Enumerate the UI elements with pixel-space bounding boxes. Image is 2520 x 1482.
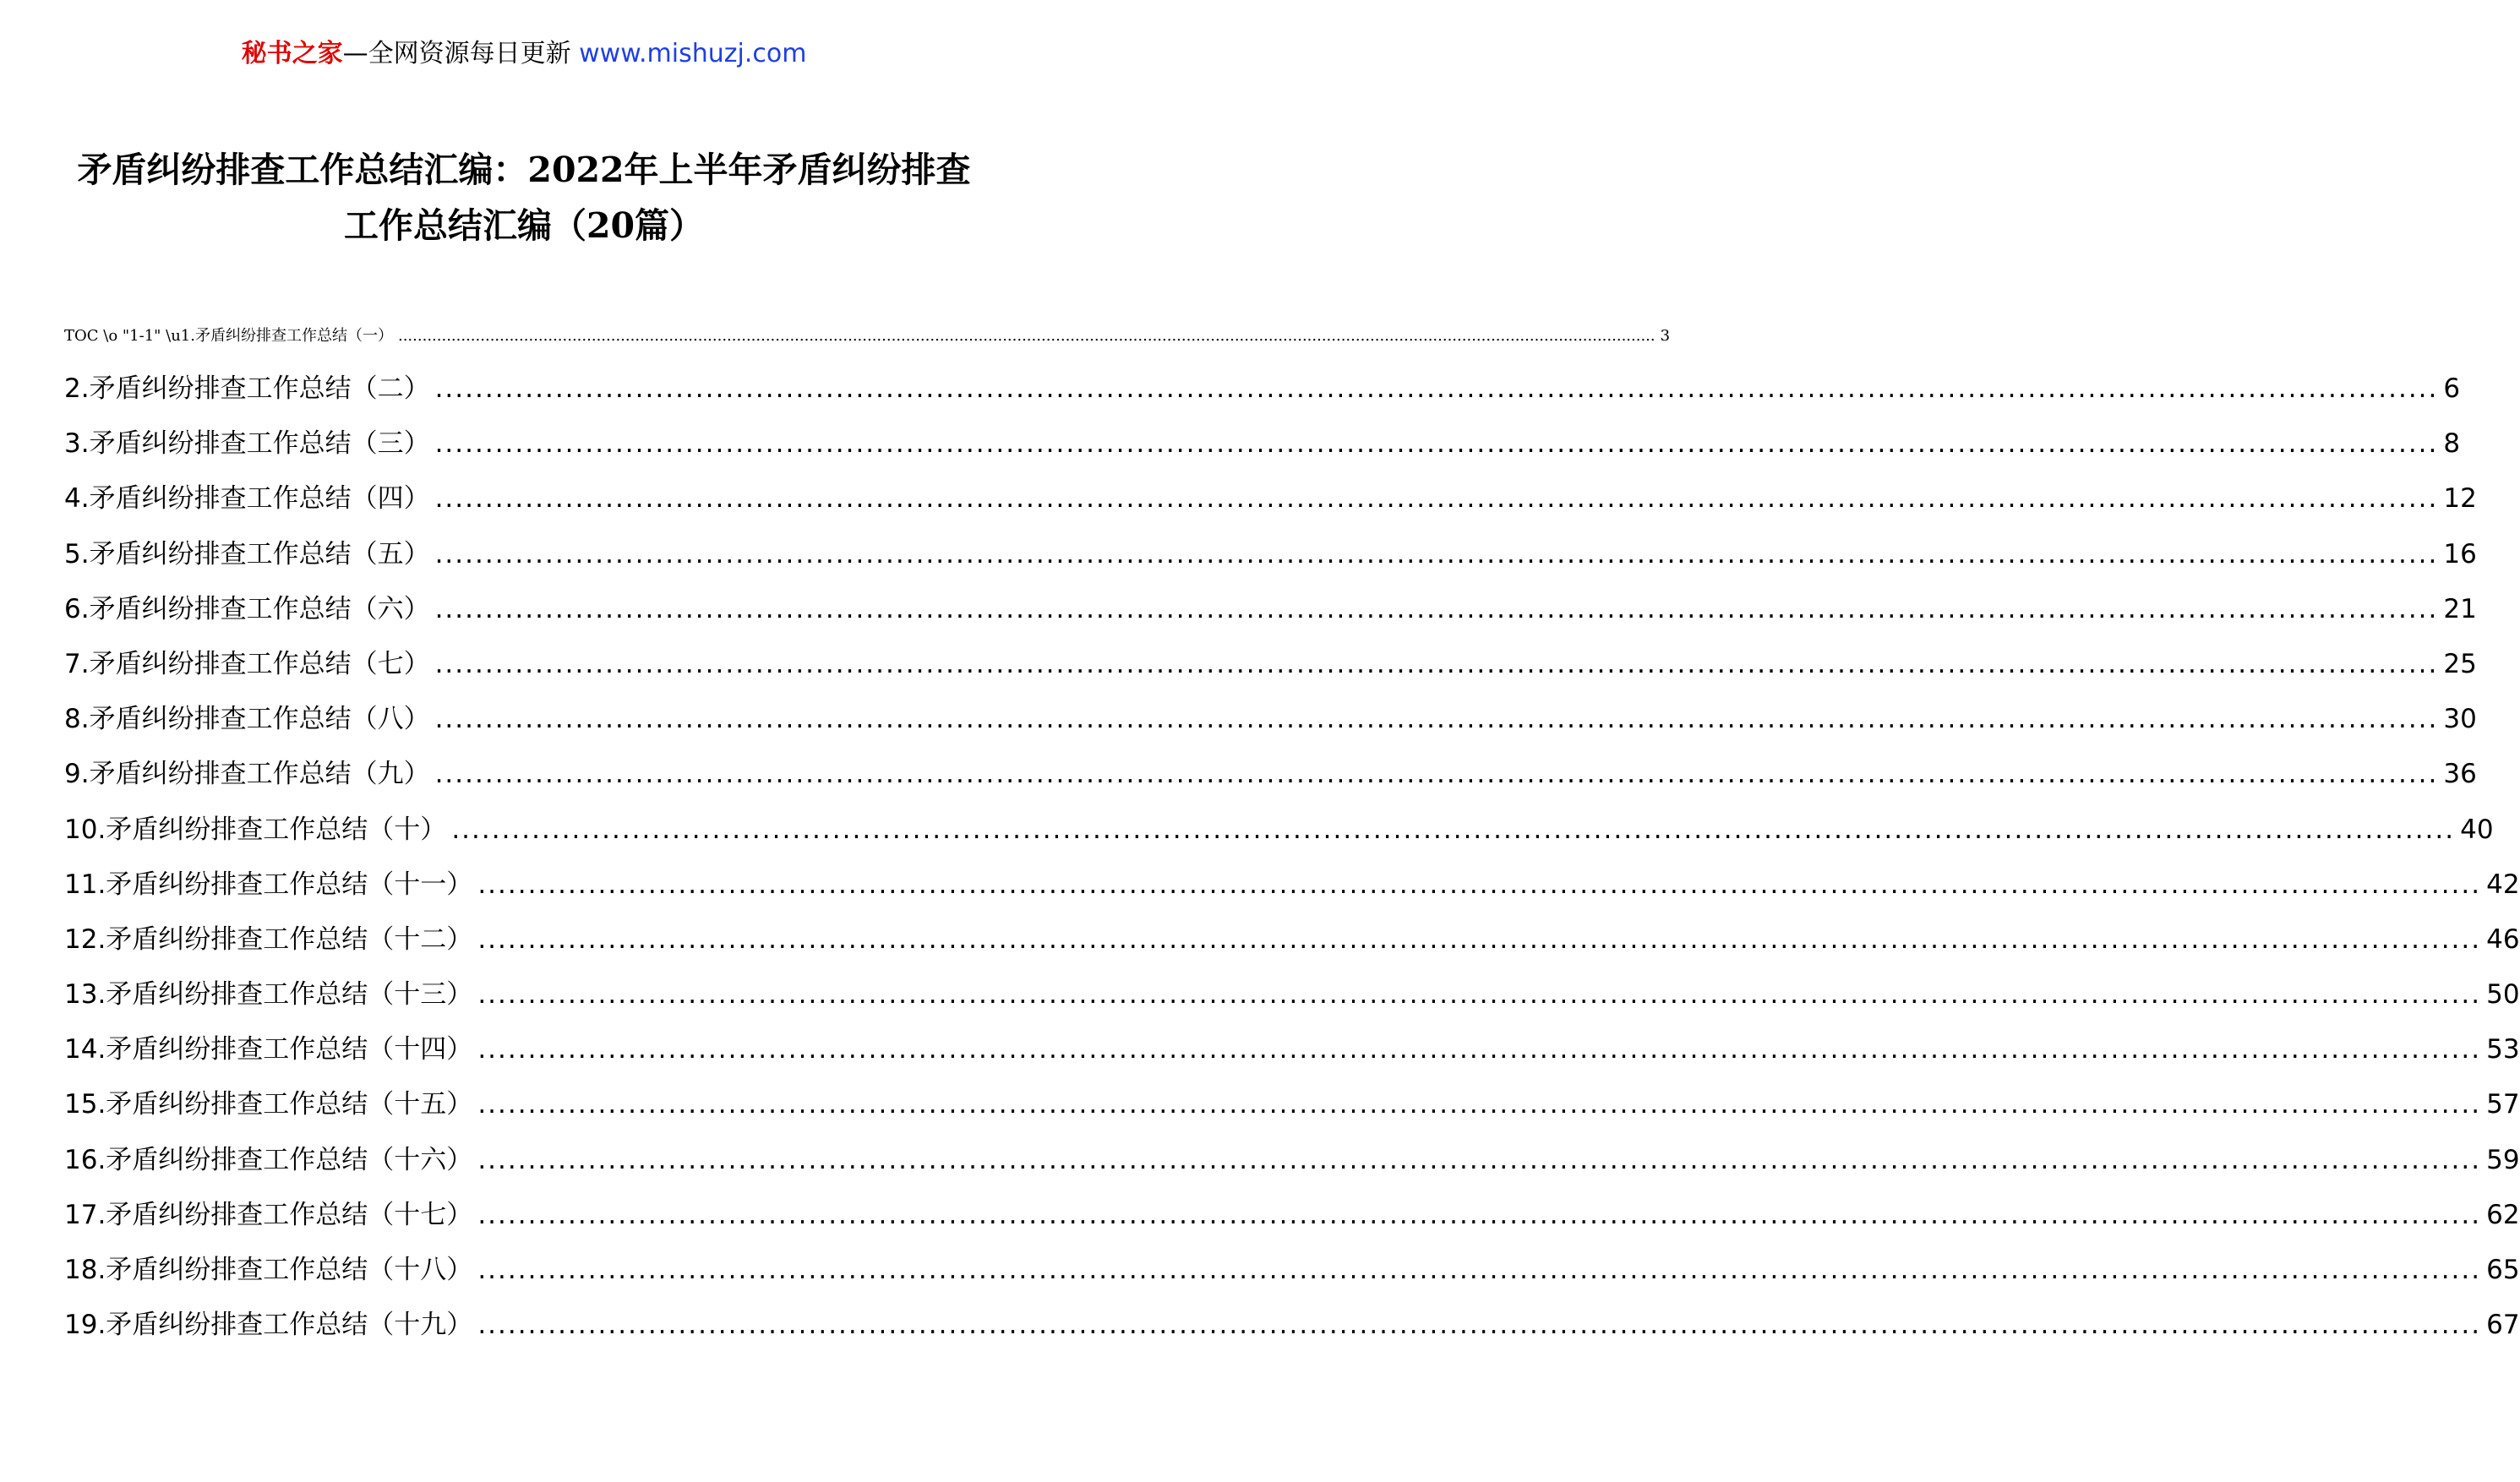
toc-entry-label: 3.矛盾纠纷排查工作总结（三） <box>64 428 430 460</box>
toc-entry-first[interactable] <box>64 324 1671 346</box>
toc-entry[interactable] <box>64 527 2477 582</box>
toc-entry-page: 36 <box>2443 759 2477 790</box>
toc-entry-page: 25 <box>2443 648 2477 679</box>
toc-entry-label: TOC \o "1-1" \u1.矛盾纠纷排查工作总结（一） <box>64 327 393 345</box>
toc-leader-dots: ........................................................................................................................................................................................................ <box>477 1199 2482 1230</box>
toc-entry-page: 21 <box>2443 593 2477 624</box>
toc-leader-dots: ........................................................................................................................................................................................................ <box>477 1255 2482 1285</box>
toc-entry-page: 53 <box>2486 1034 2520 1065</box>
toc-entry-page: 65 <box>2486 1255 2520 1285</box>
toc-leader-dots: ........................................................................................................................................................................................................ <box>434 593 2439 624</box>
toc-leader-dots: ........................................................................................................................................................................................................ <box>477 1034 2482 1065</box>
toc-entry-page: 40 <box>2460 814 2494 845</box>
toc-entry-page: 6 <box>2443 373 2461 404</box>
toc-entry-label: 13.矛盾纠纷排查工作总结（十三） <box>64 979 473 1011</box>
toc-entry-label: 5.矛盾纠纷排查工作总结（五） <box>64 538 430 569</box>
toc-entry-label: 11.矛盾纠纷排查工作总结（十一） <box>64 869 473 900</box>
toc-leader-dots: ........................................................................................................................................................................................................ <box>477 1144 2482 1175</box>
toc-entry[interactable] <box>64 362 2461 417</box>
toc-entry-page: 16 <box>2443 538 2477 569</box>
document-title: 矛盾纠纷排查工作总结汇编：2022年上半年矛盾纠纷排查工作总结汇编（20篇） <box>77 150 971 246</box>
toc-entry[interactable] <box>64 913 2520 967</box>
toc-entry-label: 15.矛盾纠纷排查工作总结（十五） <box>64 1089 473 1120</box>
toc-leader-dots: ........................................................................................................................................................................................................ <box>434 428 2439 460</box>
toc-leader-dots: ........................................................................................................................................................................................................ <box>434 648 2439 679</box>
toc-leader-dots: ........................................................................................................................................................................................................ <box>434 538 2439 569</box>
toc-entry-page: 67 <box>2486 1310 2520 1341</box>
toc-entry[interactable] <box>64 803 2494 858</box>
toc-leader-dots: ........................................................................................................................................................................................................ <box>477 1310 2482 1341</box>
table-of-contents <box>64 362 2520 1353</box>
toc-entry[interactable] <box>64 967 2520 1022</box>
toc-entry-label: 16.矛盾纠纷排查工作总结（十六） <box>64 1144 473 1175</box>
toc-entry[interactable] <box>64 747 2477 802</box>
toc-leader-dots: ........................................................................................................................................................................................................ <box>451 814 2456 845</box>
toc-leader-dots: ........................................................................................................................................................................................................ <box>434 704 2439 735</box>
toc-entry-label: 8.矛盾纠纷排查工作总结（八） <box>64 704 430 735</box>
toc-entry-label: 14.矛盾纠纷排查工作总结（十四） <box>64 1034 473 1065</box>
toc-entry-label: 7.矛盾纠纷排查工作总结（七） <box>64 648 430 679</box>
site-brand: 秘书之家 <box>241 39 343 68</box>
toc-leader-dots: ........................................................................................................................................................................................................ <box>477 1089 2482 1120</box>
toc-entry[interactable] <box>64 637 2477 692</box>
toc-leader-dots: .................................................................................................................................................................................................................................................................... <box>397 327 1655 345</box>
toc-entry[interactable] <box>64 858 2520 913</box>
toc-entry-page: 57 <box>2486 1089 2520 1120</box>
toc-entry-page: 8 <box>2443 428 2461 460</box>
toc-entry-page: 62 <box>2486 1199 2520 1230</box>
toc-entry[interactable] <box>64 692 2477 747</box>
toc-entry-page: 46 <box>2486 924 2520 955</box>
site-slogan: —全网资源每日更新 <box>342 39 571 68</box>
toc-entry[interactable] <box>64 1133 2520 1188</box>
toc-entry[interactable] <box>64 1188 2520 1243</box>
toc-entry[interactable] <box>64 582 2477 637</box>
toc-entry-page: 3 <box>1660 327 1671 345</box>
toc-leader-dots: ........................................................................................................................................................................................................ <box>434 373 2439 404</box>
toc-entry-label: 19.矛盾纠纷排查工作总结（十九） <box>64 1310 473 1341</box>
toc-entry-label: 9.矛盾纠纷排查工作总结（九） <box>64 759 430 790</box>
toc-entry-page: 59 <box>2486 1144 2520 1175</box>
toc-entry-label: 10.矛盾纠纷排查工作总结（十） <box>64 814 447 845</box>
toc-entry-page: 12 <box>2443 483 2477 515</box>
toc-entry-label: 6.矛盾纠纷排查工作总结（六） <box>64 593 430 624</box>
toc-entry[interactable] <box>64 1022 2520 1077</box>
page-header <box>0 37 1048 71</box>
toc-leader-dots: ........................................................................................................................................................................................................ <box>434 759 2439 790</box>
toc-entry[interactable] <box>64 1243 2520 1298</box>
toc-entry-page: 50 <box>2486 979 2520 1011</box>
toc-entry-label: 2.矛盾纠纷排查工作总结（二） <box>64 373 430 404</box>
toc-entry[interactable] <box>64 1298 2520 1353</box>
toc-leader-dots: ........................................................................................................................................................................................................ <box>477 979 2482 1011</box>
toc-leader-dots: ........................................................................................................................................................................................................ <box>477 869 2482 900</box>
toc-entry[interactable] <box>64 417 2461 471</box>
site-url-link[interactable]: www.mishuzj.com <box>579 39 807 68</box>
toc-leader-dots: ........................................................................................................................................................................................................ <box>477 924 2482 955</box>
toc-entry-label: 12.矛盾纠纷排查工作总结（十二） <box>64 924 473 955</box>
toc-entry-label: 4.矛盾纠纷排查工作总结（四） <box>64 483 430 515</box>
toc-entry[interactable] <box>64 471 2477 526</box>
toc-entry-label: 18.矛盾纠纷排查工作总结（十八） <box>64 1255 473 1285</box>
toc-entry-page: 42 <box>2486 869 2520 900</box>
toc-entry-page: 30 <box>2443 704 2477 735</box>
toc-entry-label: 17.矛盾纠纷排查工作总结（十七） <box>64 1199 473 1230</box>
toc-leader-dots: ........................................................................................................................................................................................................ <box>434 483 2439 515</box>
toc-entry[interactable] <box>64 1077 2520 1132</box>
